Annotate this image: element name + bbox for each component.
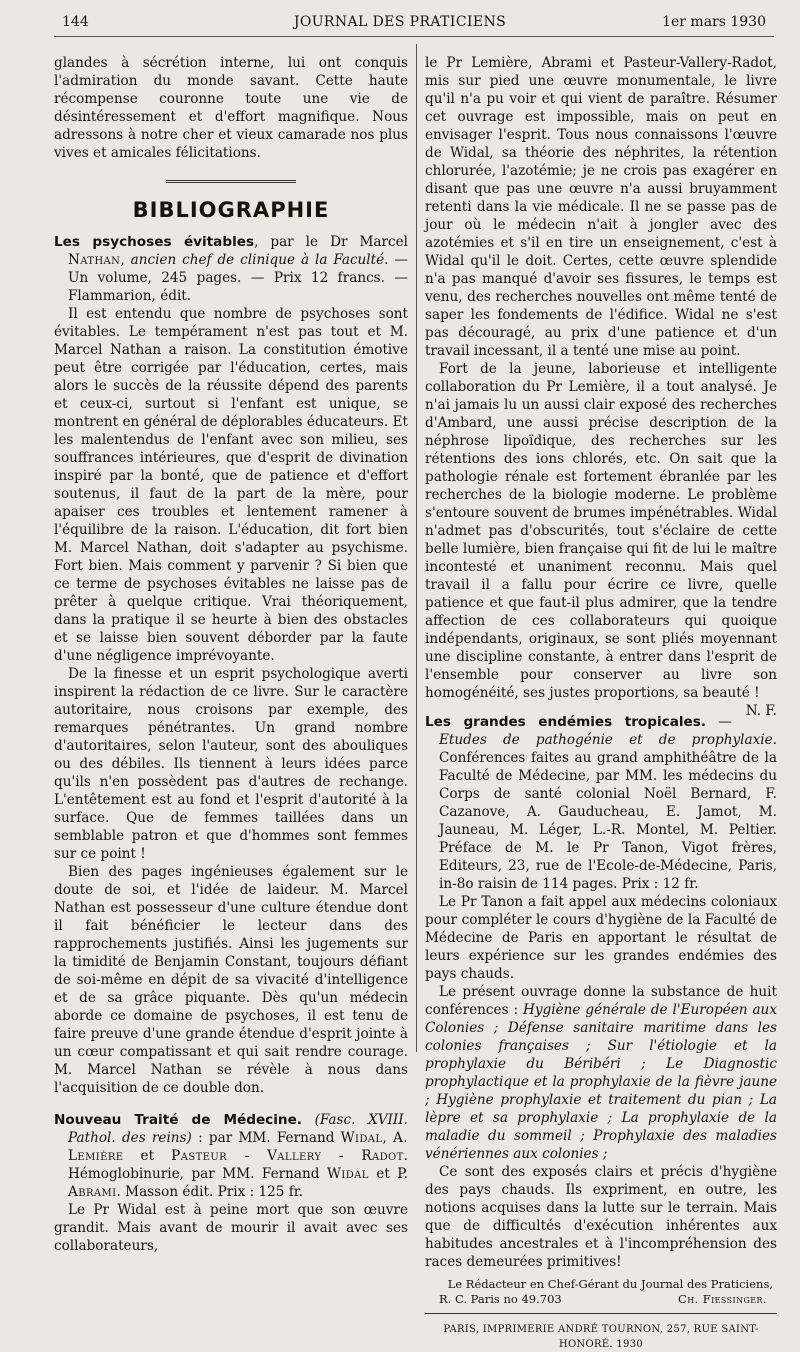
conference-topics: Hygiène générale de l'Européen aux Colonies ; Défense sanitaire maritime dans les colonies françaises ; Sur l'étiologie et la prophylaxie du Béribéri ; Le Diagnostic prophylactique et la prophylaxie de la fièvre jaune ; Hygiène prophylaxie et traitement du pian ; La lèpre et sa prophylaxie ; La prophylaxie de la maladie du sommeil ; Prophylaxie des maladies vénériennes aux colonies ; [425, 1002, 777, 1162]
book-title: Nouveau Traité de Médecine. [54, 1112, 302, 1128]
page-number: 144 [62, 14, 89, 30]
footer-rule [425, 1313, 777, 1314]
author-name: Nathan [68, 252, 121, 268]
rc-number: R. C. Paris no 49.703 [439, 1292, 562, 1306]
header-rule [54, 36, 774, 37]
book-details: Conférences faites au grand amphithéâtre de la Faculté de Médecine, par MM. les médecins du Corps de santé colonial Noël Bernard, F. Cazanove, A. Gauducheau, E. Jamot, M. Jauneau, M. Léger, L.-R. Montel, M. Peltier. Préface de M. le Pr Tanon, Vigot frères, Editeurs, 23, rue de l'Ecole-de-Médecine, Paris, in-8o raisin de 114 pages. Prix : 12 fr. [439, 750, 777, 892]
section-title: BIBLIOGRAPHIE [132, 198, 330, 222]
left-column [54, 54, 408, 1255]
issue-date: 1er mars 1930 [662, 14, 766, 30]
review-paragraph: De la finesse et un esprit psychologique averti inspirent la rédaction de ce livre. Sur le caractère autoritaire, nous croisons par exemple, des remarques pénétrantes. Un grand nombre d'autoritaires, selon l'auteur, sont des abouliques ou des débiles. Ils tiennent à leurs idées parce qu'ils n'en possèdent pas d'autres de rechange. L'entêtement est au fond et l'esprit d'autorité à la surface. Que de femmes taillées dans un semblable patron et que d'hommes sont femmes sur ce point ! [54, 666, 408, 862]
right-column [425, 54, 777, 1352]
review-paragraph: le Pr Lemière, Abrami et Pasteur-Vallery-Radot, mis sur pied une œuvre monumentale, le livre qu'il n'a pu voir et qui vient de paraître. Résumer cet ouvrage est impossible, mais on peut en envisager l'esprit. Tous nous connaissons l'œuvre de Widal, sa théorie des néphrites, la rétention chlorurée, l'azotémie; je ne crois pas exagérer en disant que pas une œuvre n'a aussi bruyamment retenti dans la vie médicale. Il ne se passe pas de jour où le médecin n'ait à jongler avec des azotémies et s'il en tire un enseignement, c'est à Widal qu'il le doit. Certes, cette œuvre splendide n'a pas manqué d'avoir ses fissures, le temps est venu, des recherches nouvelles ont même tenté de saper les fondements de l'édifice. Widal ne s'est pas découragé, au prix d'une patience et d'un travail incessant, il a tenté une mise au point. [425, 55, 777, 359]
column-divider [416, 44, 417, 1052]
journal-title: JOURNAL DES PRATICIENS [293, 14, 507, 30]
review-paragraph: Fort de la jeune, laborieuse et intelligente collaboration du Pr Lemière, il a tout analysé. Je n'ai jamais lu un aussi clair exposé des recherches d'Ambard, une aussi précise description de la néphrose lipoïdique, des recherches sur les rétentions des ions chlorés, etc. On sait que la pathologie rénale est fortement ébranlée par les recherches de la biologie moderne. Le problème s'entoure souvent de brumes impénétrables. Widal n'admet pas d'obscurités, tout s'éclaire de cette belle lumière, bien française qui fit de lui le maître incontesté et unaniment reconnu. Mais quel travail il a fallu pour écrire ce livre, quelle patience et que faut-il plus admirer, que la tendre affection de ces collaborateurs qui quoique indépendants, originaux, se sont pliés moyennant une discipline constante, à entrer dans l'esprit de l'ensemble pour conserver au livre son homogénéité, ses justes proportions, sa beauté ! N. F. [425, 361, 777, 719]
reviewer-signature: N. F. [745, 703, 777, 719]
printer-line: PARIS, IMPRIMERIE ANDRÉ TOURNON, 257, RUE SAINT-HONORÉ. 1930 [443, 1324, 759, 1350]
book-title: Les psychoses évitables [54, 234, 255, 250]
editor-name: Ch. Fiessinger. [678, 1292, 767, 1306]
imprint-footer [425, 1277, 777, 1352]
review-paragraph: Bien des pages ingénieuses également sur le doute de soi, et l'idée de laideur. M. Marcel Nathan est possesseur d'une culture étendue dont il fait bénéficier le lecteur dans des rapprochements justifiés. Ainsi les jugements sur la timidité de Benjamin Constant, toujours défiant de soi-même en dépit de sa vivacité d'intelligence et de sa grâce piquante. Dès qu'un médecin aborde ce domaine de psychoses, il est tenu de faire preuve d'une grande étendue d'esprit jointe à un cœur compatissant et qui sait rendre courage. M. Marcel Nathan se révèle à nous dans l'acquisition de ce double don. [54, 864, 408, 1096]
book-title: Les grandes endémies tropicales. [425, 714, 707, 730]
spacer [54, 1097, 408, 1111]
book-details: . Masson édit. Prix : 125 fr. [116, 1184, 304, 1200]
section-divider [166, 180, 296, 185]
book-subtitle: Etudes de pathogénie et de prophylaxie. [439, 732, 777, 748]
running-header [0, 14, 800, 36]
review-paragraph: Le présent ouvrage donne la substance de huit conférences : Hygiène générale de l'Européen aux Colonies ; Défense sanitaire maritime dans les colonies françaises ; Sur l'étiologie et la prophylaxie du Béribéri ; Le Diagnostic prophylactique et la prophylaxie de la fièvre jaune ; Hygiène prophylaxie et traitement du pian ; La lèpre et sa prophylaxie ; La prophylaxie de la maladie du sommeil ; Prophylaxie des maladies vénériennes aux colonies ; [425, 984, 777, 1162]
author-role: ancien chef de clinique à la Faculté [130, 252, 385, 268]
editor-line: Le Rédacteur en Chef-Gérant du Journal des Praticiens, [447, 1277, 773, 1291]
review-paragraph: Le Pr Tanon a fait appel aux médecins coloniaux pour compléter le cours d'hygiène de la Faculté de Médecine de Paris en apportant le résultat de leurs expérience sur les grandes endémies des pays chauds. [425, 894, 777, 982]
spacer [425, 702, 777, 713]
review-paragraph: Ce sont des exposés clairs et précis d'hygiène des pays chauds. Ils expriment, en outre, les notions acquises dans la lutte sur le terrain. Mais que de difficultés d'exécution inhérentes aux habitudes ancestrales et à l'incompréhension des races demeurées primitives! [425, 1164, 777, 1270]
review-paragraph: Il est entendu que nombre de psychoses sont évitables. Le tempérament n'est pas tout et M. Marcel Nathan a raison. La constitution émotive peut être corrigée par l'éducation, certes, mais alors le succès de la réussite dépend des parents et ceux-ci, surtout si l'enfant est unique, se montrent en général de déplorables éducateurs. Et les malentendus de l'enfant avec son milieu, ses souffrances intérieures, que d'esprit de divination inspiré par la bonté, que de patience et d'effort soutenus, il faut de la part de la mère, pour apaiser ces troubles et lentement ramener à l'équilibre de la raison. L'éducation, dit fort bien M. Marcel Nathan, doit s'adapter au psychisme. Fort bien. Mais comment y parvenir ? Si bien que ce terme de psychoses évitables ne laisse pas de prêter à quelque critique. Vrai théoriquement, dans la pratique il se heurte à bien des obstacles et se laisse bien souvent déborder par la faute d'une négligence imprévoyante. [54, 306, 408, 664]
review-paragraph: Le Pr Widal est à peine mort que son œuvre grandit. Mais avant de mourir il avait avec ses collaborateurs, [54, 1202, 408, 1254]
book-details: . — Un volume, 245 pages. — Prix 12 francs. — Flammarion, édit. [68, 252, 408, 304]
book-fascicle: (Fasc. XVIII. Pathol. des reins) [68, 1112, 408, 1146]
intro-paragraph: glandes à sécrétion interne, lui ont conquis l'admiration du monde savant. Cette haute récompense couronne toute une vie de désintéressement et d'effort magnifique. Nous adressons à notre cher et vieux camarade nos plus vives et amicales félicitations. [54, 55, 408, 161]
book-entry-traite: Nouveau Traité de Médecine. (Fasc. XVIII. Pathol. des reins) : par MM. Fernand Widal, A. Lemière et Pasteur - Vallery - Radot. Hémoglobinurie, par MM. Fernand Widal et P. Abrami. Masson édit. Prix : 125 fr. [54, 1112, 408, 1200]
book-entry-psychoses: Les psychoses évitables, par le Dr Marcel Nathan, ancien chef de clinique à la Faculté. — Un volume, 245 pages. — Prix 12 francs. — Flammarion, édit. [54, 234, 408, 304]
book-entry-endemies: Les grandes endémies tropicales. — Etudes de pathogénie et de prophylaxie. Conférences faites au grand amphithéâtre de la Faculté de Médecine, par MM. les médecins du Corps de santé colonial Noël Bernard, F. Cazanove, A. Gauducheau, E. Jamot, M. Jauneau, M. Léger, L.-R. Montel, M. Peltier. Préface de M. le Pr Tanon, Vigot frères, Editeurs, 23, rue de l'Ecole-de-Médecine, Paris, in-8o raisin de 114 pages. Prix : 12 fr. [425, 714, 777, 892]
